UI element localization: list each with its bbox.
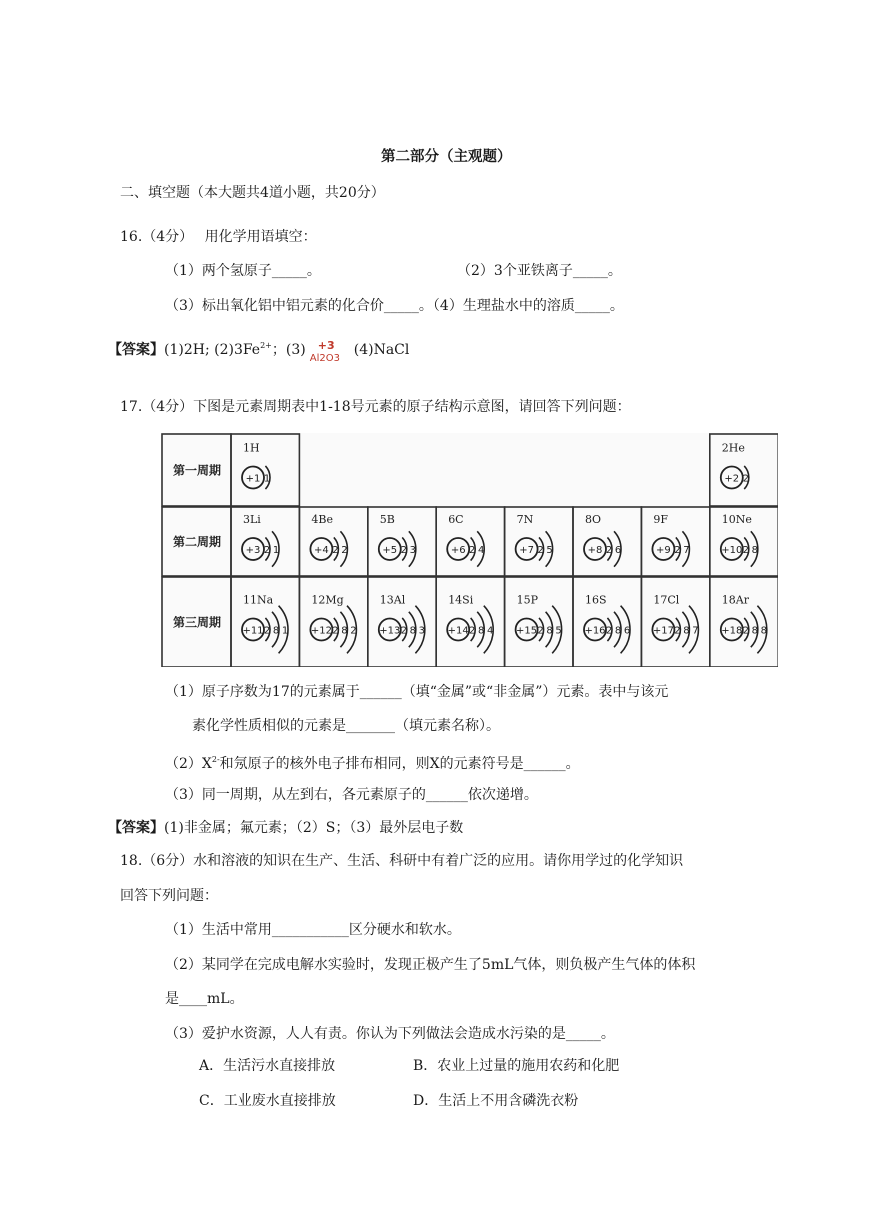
shell-electron-count: 3	[409, 545, 416, 556]
atom-2he	[721, 442, 749, 490]
q16-answer	[108, 336, 409, 364]
nucleus-charge: +5	[382, 545, 398, 556]
element-label: 7N	[516, 513, 534, 526]
element-cell	[436, 507, 504, 576]
shell-electron-count: 2	[674, 625, 681, 637]
atom-17cl	[652, 594, 698, 654]
shell-electron-count: 4	[478, 545, 485, 556]
option-b: B．农业上过量的施用农药和化肥	[413, 1058, 620, 1074]
q16-stem: 16.（4分） 用化学用语填空：	[120, 229, 317, 245]
shell-electron-count: 1	[263, 473, 271, 485]
q16-answer-part2: ；(3)	[271, 342, 306, 358]
period-label: 第一周期	[173, 463, 222, 478]
nucleus-charge: +15	[516, 625, 538, 637]
atom-6c	[447, 513, 484, 567]
q17-sub1-line1: （1）原子序数为17的元素属于______（填“金属”或“非金属”）元素。表中与该元	[165, 684, 669, 700]
nucleus-charge: +9	[656, 545, 671, 556]
element-label: 2He	[721, 441, 745, 455]
nucleus-charge: +12	[310, 625, 332, 637]
element-cell	[299, 577, 367, 667]
atom-18ar	[721, 594, 767, 654]
q18-stem-line2: 回答下列问题：	[120, 888, 218, 904]
q16-answer-charge: 2+	[260, 341, 272, 350]
element-cell	[573, 507, 641, 576]
answer-tag: 【答案】	[108, 820, 164, 836]
q17-answer	[108, 818, 463, 838]
shell-electron-count: 7	[683, 545, 690, 556]
shell-electron-count: 2	[742, 473, 749, 485]
shell-electron-count: 1	[272, 545, 280, 556]
q16-item2: （2）3个亚铁离子_____。	[457, 263, 622, 279]
shell-electron-count: 8	[751, 545, 758, 556]
atom-15p	[516, 594, 562, 654]
element-label: 5B	[379, 513, 395, 526]
nucleus-charge: +1	[245, 473, 261, 485]
shell-electron-count: 2	[263, 625, 271, 637]
element-label: 10Ne	[721, 513, 752, 526]
nucleus-charge: +17	[652, 625, 674, 637]
shell-electron-count: 1	[281, 625, 289, 637]
option-d: D．生活上不用含磷洗衣粉	[413, 1093, 579, 1109]
atomic-structure-diagram	[161, 433, 778, 667]
element-cell	[368, 507, 436, 576]
q18-sub1: （1）生活中常用___________区分硬水和软水。	[165, 922, 461, 938]
shell-electron-count: 2	[350, 625, 357, 637]
shell-electron-count: 2	[605, 625, 613, 637]
shell-electron-count: 8	[760, 625, 767, 637]
period-label: 第二周期	[173, 535, 222, 549]
shell-electron-count: 2	[469, 545, 476, 556]
period-label: 第三周期	[173, 615, 222, 630]
element-label: 3Li	[243, 513, 261, 526]
q17-sub3: （3）同一周期，从左到右，各元素原子的______依次递增。	[165, 787, 538, 803]
shell-electron-count: 2	[742, 625, 749, 637]
element-label: 4Be	[311, 513, 333, 526]
q16-answer-part3: (4)NaCl	[353, 342, 410, 358]
shell-electron-count: 2	[537, 545, 544, 556]
shell-electron-count: 8	[272, 625, 280, 637]
option-a: A．生活污水直接排放	[199, 1058, 336, 1074]
nucleus-charge: +11	[242, 625, 264, 637]
q16-answer-part1: (1)2H; (2)3Fe	[164, 342, 261, 358]
shell-electron-count: 2	[332, 625, 339, 637]
nucleus-charge: +6	[450, 545, 466, 556]
shell-electron-count: 2	[742, 545, 749, 556]
atom-7n	[516, 513, 553, 567]
shell-electron-count: 8	[751, 625, 758, 637]
nucleus-charge: +13	[379, 625, 401, 637]
section-title: 第二部分（主观题）	[381, 148, 512, 165]
nucleus-charge: +14	[447, 625, 469, 637]
element-cell	[231, 577, 299, 667]
element-label: 12Mg	[311, 593, 344, 607]
atom-1h	[242, 442, 270, 490]
nucleus-charge: +4	[314, 545, 329, 556]
shell-electron-count: 2	[674, 545, 681, 556]
shell-electron-count: 2	[469, 625, 476, 637]
shell-electron-count: 4	[487, 625, 494, 637]
element-cell	[505, 577, 573, 667]
q17-stem: 17.（4分）下图是元素周期表中1-18号元素的原子结构示意图，请回答下列问题：	[120, 399, 631, 415]
element-label: 16S	[585, 593, 607, 607]
q17-sub2-charge: 2-	[211, 755, 220, 764]
element-cell	[505, 507, 573, 576]
element-cell	[436, 577, 504, 667]
shell-electron-count: 7	[692, 625, 699, 637]
shell-electron-count: 2	[341, 545, 348, 556]
shell-electron-count: 5	[546, 545, 553, 556]
nucleus-charge: +2	[724, 473, 740, 485]
nucleus-charge: +10	[721, 545, 743, 556]
shell-electron-count: 8	[546, 625, 553, 637]
element-label: 9F	[653, 513, 669, 526]
element-label: 15P	[516, 593, 539, 607]
atomic-structure-table	[161, 433, 778, 667]
element-label: 18Ar	[721, 593, 750, 607]
q16-item1: （1）两个氢原子_____。	[165, 263, 321, 279]
nucleus-charge: +16	[584, 625, 606, 637]
atom-9f	[652, 513, 689, 567]
atom-8o	[584, 513, 621, 567]
valence-formula: Al2O3	[309, 353, 340, 364]
q16-item3: （3）标出氧化铝中铝元素的化合价_____。（4）生理盐水中的溶质_____。	[165, 298, 624, 314]
shell-electron-count: 8	[683, 625, 690, 637]
part-heading: 二、填空题（本大题共4道小题，共20分）	[120, 185, 385, 201]
q17-answer-text: (1)非金属；氟元素；（2）S；（3）最外层电子数	[164, 820, 464, 836]
shell-electron-count: 5	[555, 625, 562, 637]
shell-electron-count: 3	[418, 625, 425, 637]
atom-3li	[242, 513, 279, 567]
atom-12mg	[310, 594, 356, 654]
element-cell	[299, 507, 367, 576]
atom-5b	[379, 513, 416, 567]
shell-electron-count: 2	[332, 545, 339, 556]
shell-electron-count: 2	[400, 545, 407, 556]
element-cell	[641, 577, 709, 667]
element-label: 11Na	[243, 593, 274, 607]
atom-4be	[310, 513, 347, 567]
element-label: 8O	[585, 513, 602, 526]
element-label: 17Cl	[653, 593, 680, 607]
nucleus-charge: +18	[721, 625, 743, 637]
q17-sub1-line2: 素化学性质相似的元素是_______（填元素名称）。	[192, 718, 500, 734]
element-cell	[641, 507, 709, 576]
element-label: 1H	[243, 441, 260, 455]
q17-sub2-post: 和氖原子的核外电子排布相同，则X的元素符号是______。	[219, 756, 580, 772]
q17-sub2-pre: （2）X	[165, 756, 212, 772]
element-label: 14Si	[448, 593, 474, 607]
shell-electron-count: 2	[400, 625, 407, 637]
atom-11na	[242, 594, 288, 654]
nucleus-charge: +8	[587, 545, 603, 556]
atom-14si	[447, 594, 493, 654]
shell-electron-count: 2	[537, 625, 544, 637]
shell-electron-count: 2	[263, 545, 271, 556]
shell-electron-count: 6	[614, 545, 622, 556]
atom-13al	[379, 594, 425, 654]
valence-value: +3	[317, 339, 335, 352]
element-cell	[231, 507, 299, 576]
element-cell	[231, 434, 299, 506]
shell-electron-count: 8	[478, 625, 485, 637]
element-label: 13Al	[379, 593, 406, 607]
option-c: C．工业废水直接排放	[199, 1093, 336, 1109]
q17-sub2	[165, 750, 580, 774]
shell-electron-count: 6	[623, 625, 631, 637]
nucleus-charge: +3	[245, 545, 261, 556]
nucleus-charge: +7	[519, 545, 534, 556]
atom-10ne	[721, 513, 758, 567]
element-cell	[573, 577, 641, 667]
shell-electron-count: 8	[409, 625, 416, 637]
valence-notation	[310, 340, 350, 364]
q18-stem-line1: 18.（6分）水和溶液的知识在生产、生活、科研中有着广泛的应用。请你用学过的化学知识	[120, 853, 684, 869]
shell-electron-count: 8	[614, 625, 622, 637]
answer-tag: 【答案】	[108, 342, 164, 358]
element-cell	[368, 577, 436, 667]
shell-electron-count: 2	[605, 545, 613, 556]
element-label: 6C	[448, 513, 464, 526]
q18-sub3: （3）爱护水资源，人人有责。你认为下列做法会造成水污染的是_____。	[165, 1026, 615, 1042]
q18-sub2-line2: 是____mL。	[165, 991, 244, 1007]
element-cell	[710, 577, 778, 667]
q18-sub2-line1: （2）某同学在完成电解水实验时，发现正极产生了5mL气体，则负极产生气体的体积	[165, 957, 696, 973]
atom-16s	[584, 594, 630, 654]
shell-electron-count: 8	[341, 625, 348, 637]
